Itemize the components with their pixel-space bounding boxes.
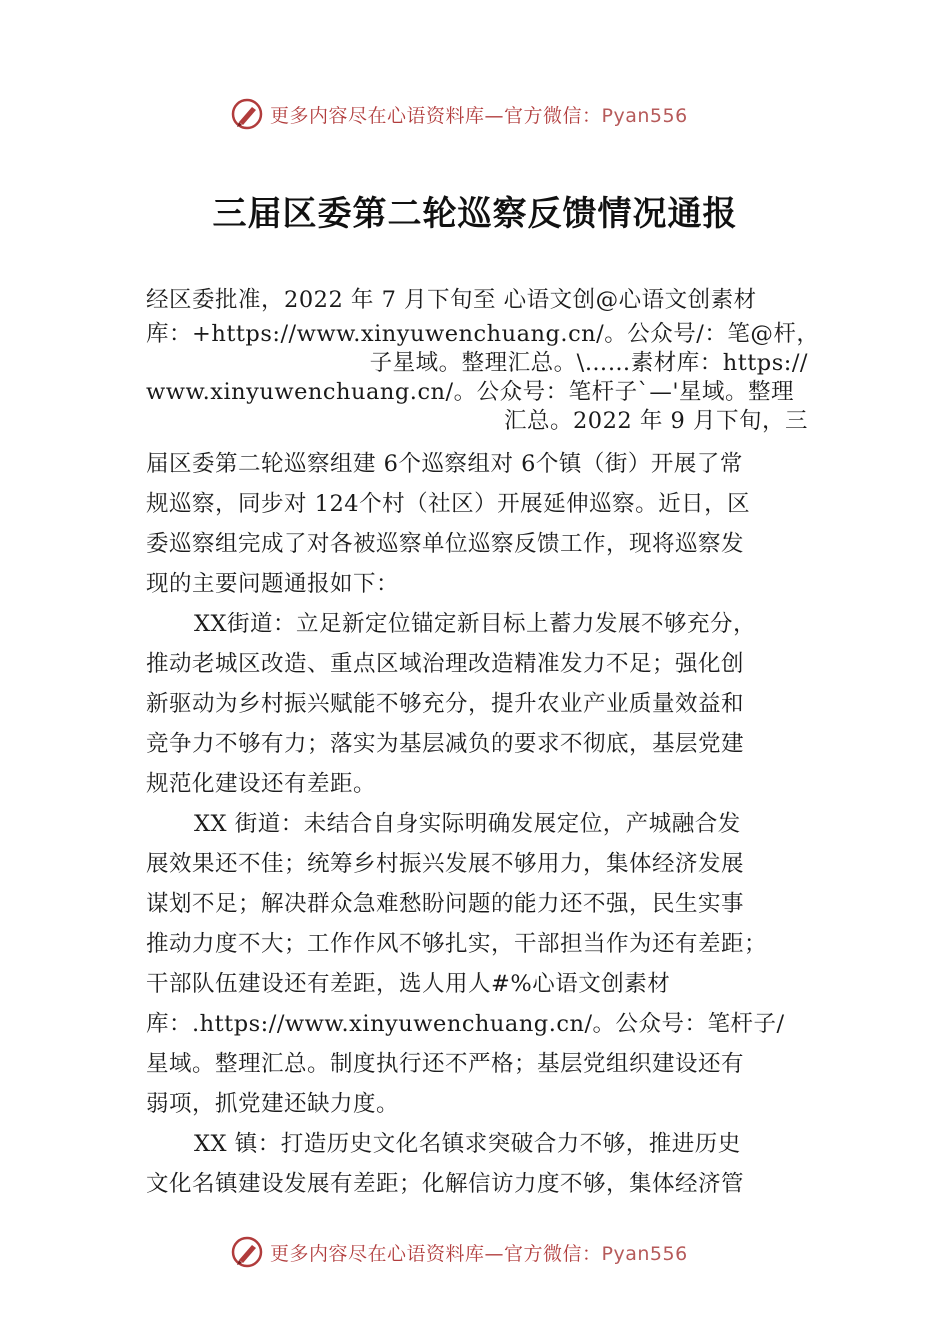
body-line: 推动老城区改造、重点区域治理改造精准发力不足；强化创 <box>146 651 745 677</box>
paragraph-start: XX街道：立足新定位锚定新目标上蓄力发展不够充分， <box>194 611 757 637</box>
body-line: 规范化建设还有差距。 <box>146 771 377 797</box>
banner-text <box>270 101 688 128</box>
banner-slogan: 更多内容尽在心语资料库—官方微信： <box>270 1242 602 1265</box>
footer-banner <box>230 1232 688 1272</box>
body-line: www.xinyuwenchuang.cn/。公众号：笔杆子`—'星域。整理 <box>146 379 795 405</box>
banner-wechat-id: Pyan556 <box>601 104 688 127</box>
body-line: 星域。整理汇总。制度执行还不严格；基层党组织建设还有 <box>146 1051 745 1077</box>
body-line: 库：.https://www.xinyuwenchuang.cn/。公众号：笔杆子/ <box>146 1011 785 1037</box>
body-line: 现的主要问题通报如下： <box>146 571 400 597</box>
inserted-watermark-text <box>146 320 820 436</box>
header-banner <box>230 94 688 134</box>
paragraph-start: XX 街道：未结合自身实际明确发展定位，产城融合发 <box>194 811 741 837</box>
banner-slogan: 更多内容尽在心语资料库—官方微信： <box>270 104 602 127</box>
body-line: 规巡察，同步对 124个村（社区）开展延伸巡察。近日，区 <box>146 491 751 517</box>
body-line: 展效果还不佳；统筹乡村振兴发展不够用力，集体经济发展 <box>146 851 745 877</box>
body-line: 经区委批准，2022 年 7 月下旬至 心语文创@心语文创素材 <box>146 287 757 313</box>
paragraph-start: XX 镇：打造历史文化名镇求突破合力不够，推进历史 <box>194 1131 741 1157</box>
body-line: 子星域。整理汇总。\……素材库：https:// <box>369 350 808 376</box>
body-line: 文化名镇建设发展有差距；化解信访力度不够，集体经济管 <box>146 1171 745 1197</box>
pen-logo-icon <box>230 97 264 131</box>
body-line: 干部队伍建设还有差距，选人用人#%心语文创素材 <box>146 971 671 997</box>
document-body <box>146 280 820 1204</box>
pen-logo-icon <box>230 1235 264 1269</box>
body-line: 谋划不足；解决群众急难愁盼问题的能力还不强，民生实事 <box>146 891 745 917</box>
body-line: 推动力度不大；工作作风不够扎实，干部担当作为还有差距； <box>146 931 768 957</box>
body-line: 汇总。2022 年 9 月下旬，三 <box>503 408 808 434</box>
body-line: 弱项，抓党建还缺力度。 <box>146 1091 400 1117</box>
document-title: 三届区委第二轮巡察反馈情况通报 <box>212 194 738 234</box>
body-line: 届区委第二轮巡察组建 6个巡察组对 6个镇（街）开展了常 <box>146 451 743 477</box>
body-line: 委巡察组完成了对各被巡察单位巡察反馈工作，现将巡察发 <box>146 531 745 557</box>
body-line: 库：+https://www.xinyuwenchuang.cn/。公众号/：笔@杆， <box>146 321 820 347</box>
banner-text <box>270 1239 688 1266</box>
banner-wechat-id: Pyan556 <box>601 1242 688 1265</box>
body-line: 竞争力不够有力；落实为基层减负的要求不彻底，基层党建 <box>146 731 745 757</box>
body-line: 新驱动为乡村振兴赋能不够充分，提升农业产业质量效益和 <box>146 691 745 717</box>
